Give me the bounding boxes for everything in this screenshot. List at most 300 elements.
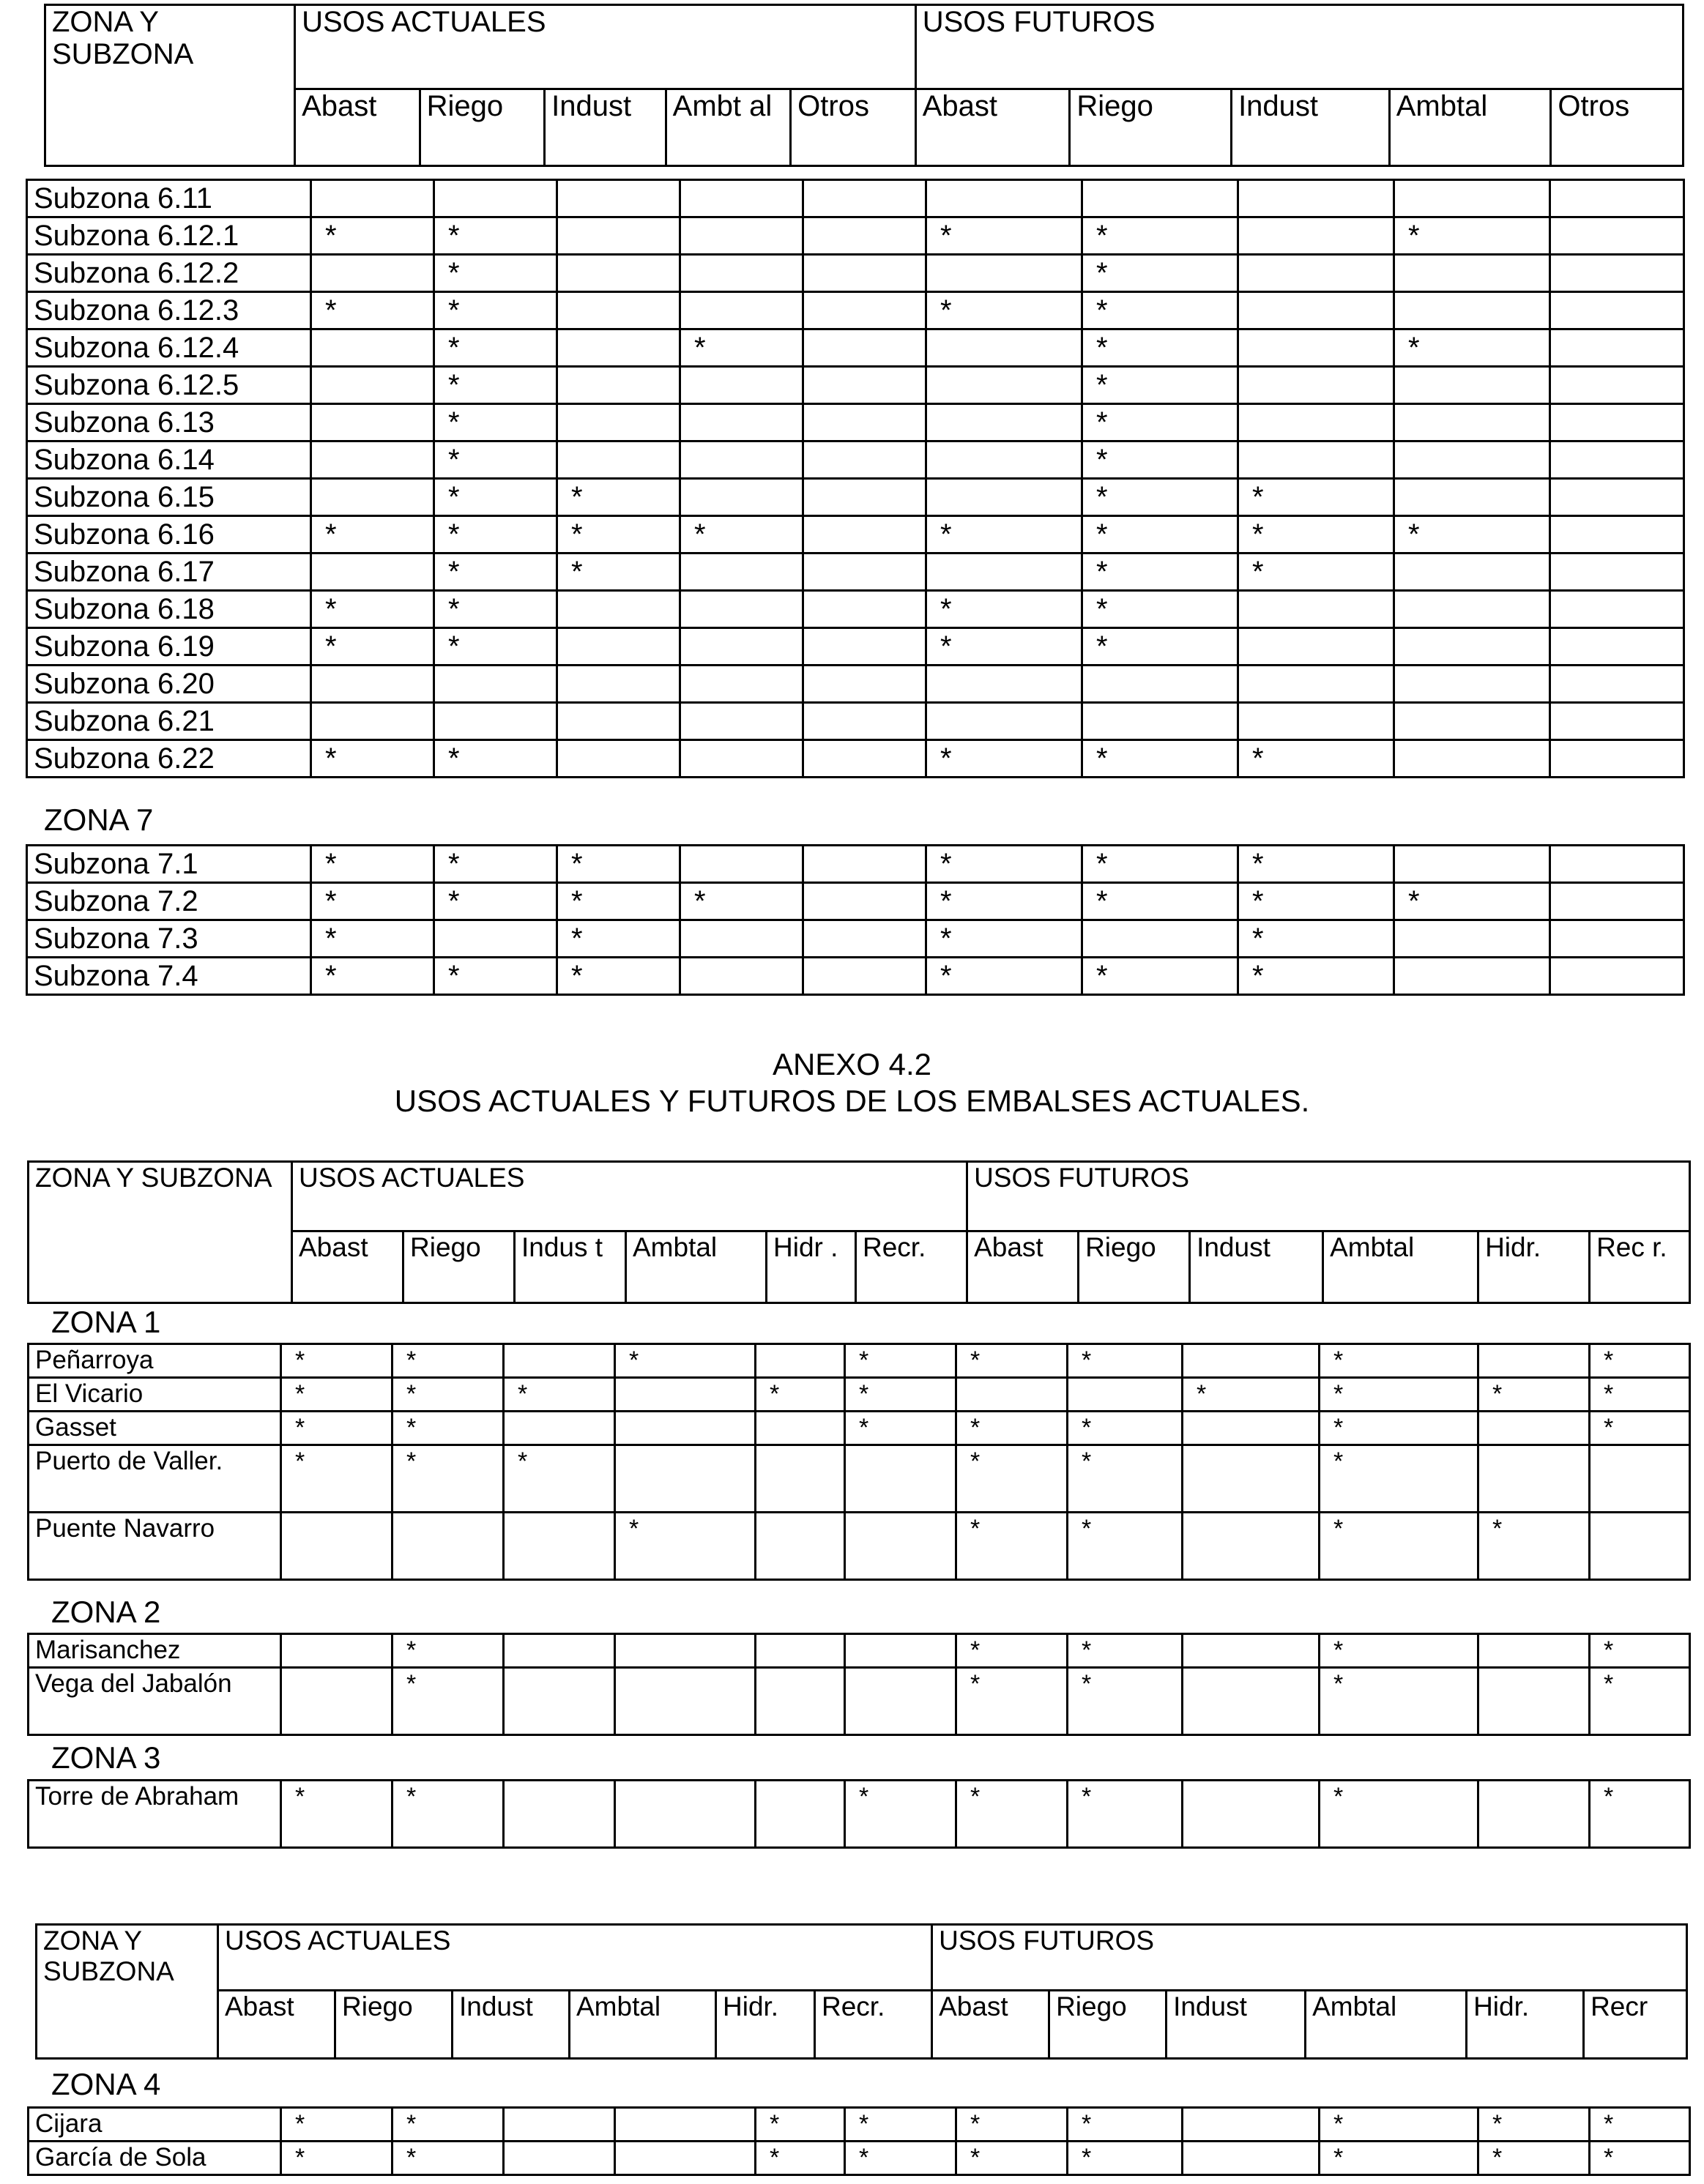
usage-mark-cell: * (1082, 883, 1238, 920)
usage-mark-cell: * (311, 217, 434, 255)
usage-mark-cell (680, 666, 803, 703)
usage-mark-cell (1183, 1344, 1320, 1378)
usage-mark-cell: * (1082, 255, 1238, 292)
usage-mark-cell: * (281, 2108, 392, 2142)
usage-mark-cell (1550, 329, 1684, 367)
zona-subzona-header: ZONA Y SUBZONA (45, 5, 295, 166)
annex-subtitle: USOS ACTUALES Y FUTUROS DE LOS EMBALSES ACTUALES. (394, 1084, 1310, 1118)
usage-mark-cell: * (1068, 1445, 1183, 1513)
table-row (27, 958, 1684, 995)
usage-mark-cell: * (1082, 846, 1238, 883)
usage-mark-cell (1550, 479, 1684, 516)
zone-label-1: ZONA 1 (51, 1305, 161, 1339)
usage-mark-cell (926, 441, 1082, 479)
col-header: Riego (1070, 89, 1232, 166)
usage-mark-cell (1068, 1378, 1183, 1412)
usage-mark-cell: * (680, 329, 803, 367)
usage-mark-cell: * (392, 1634, 504, 1668)
table1-body-zone6 (26, 179, 1685, 778)
usage-mark-cell: * (615, 1513, 756, 1580)
table-row (29, 1634, 1690, 1668)
usage-mark-cell: * (1590, 2108, 1690, 2142)
usage-mark-cell (803, 920, 926, 958)
usage-mark-cell: * (434, 846, 557, 883)
row-name: Subzona 7.3 (27, 920, 311, 958)
usage-mark-cell: * (392, 1781, 504, 1848)
usage-mark-cell (756, 1634, 845, 1668)
usage-mark-cell (1590, 1445, 1690, 1513)
usage-mark-cell: * (845, 2142, 956, 2175)
usage-mark-cell (756, 1513, 845, 1580)
usage-mark-cell (803, 740, 926, 778)
usage-mark-cell: * (956, 1668, 1068, 1735)
usage-mark-cell (504, 1668, 615, 1735)
usage-mark-cell: * (1238, 958, 1394, 995)
table2-header (27, 1160, 1691, 1304)
usage-mark-cell: * (1238, 479, 1394, 516)
usage-mark-cell: * (434, 329, 557, 367)
col-header: Riego (1079, 1231, 1190, 1303)
usage-mark-cell (311, 329, 434, 367)
table-row (27, 591, 1684, 628)
usage-mark-cell: * (1068, 1634, 1183, 1668)
row-name: Subzona 6.12.3 (27, 292, 311, 329)
zone-label-7: ZONA 7 (44, 802, 154, 837)
usage-mark-cell: * (926, 628, 1082, 666)
usage-mark-cell: * (311, 516, 434, 554)
usage-mark-cell: * (1068, 1668, 1183, 1735)
usage-mark-cell (504, 1412, 615, 1445)
usage-mark-cell: * (1068, 2142, 1183, 2175)
usage-mark-cell: * (311, 883, 434, 920)
table-row (27, 554, 1684, 591)
usage-mark-cell (926, 479, 1082, 516)
usage-mark-cell (803, 404, 926, 441)
usos-actuales-header: USOS ACTUALES (292, 1162, 967, 1231)
usage-mark-cell (281, 1513, 392, 1580)
usage-mark-cell: * (926, 883, 1082, 920)
usage-mark-cell: * (281, 1445, 392, 1513)
usage-mark-cell: * (926, 920, 1082, 958)
usage-mark-cell (1550, 846, 1684, 883)
usage-mark-cell: * (926, 846, 1082, 883)
usage-mark-cell: * (1320, 1513, 1478, 1580)
usage-mark-cell (615, 2142, 756, 2175)
usage-mark-cell: * (1478, 2142, 1590, 2175)
row-name: Peñarroya (29, 1344, 281, 1378)
usage-mark-cell (1550, 367, 1684, 404)
usage-mark-cell (680, 180, 803, 217)
usage-mark-cell (680, 441, 803, 479)
usage-mark-cell (926, 180, 1082, 217)
usage-mark-cell (311, 666, 434, 703)
usos-actuales-header: USOS ACTUALES (218, 1925, 932, 1991)
usage-mark-cell: * (845, 1378, 956, 1412)
usage-mark-cell: * (1082, 404, 1238, 441)
usage-mark-cell (1394, 554, 1550, 591)
usage-mark-cell (1394, 628, 1550, 666)
table-row (27, 255, 1684, 292)
usage-mark-cell: * (557, 958, 680, 995)
usage-mark-cell (926, 329, 1082, 367)
table2-body-zone3 (27, 1779, 1691, 1849)
usage-mark-cell (392, 1513, 504, 1580)
usage-mark-cell (557, 404, 680, 441)
usage-mark-cell: * (1320, 1412, 1478, 1445)
row-name: Subzona 6.22 (27, 740, 311, 778)
usage-mark-cell (845, 1445, 956, 1513)
usage-mark-cell (1394, 255, 1550, 292)
usage-mark-cell: * (956, 1344, 1068, 1378)
usage-mark-cell (1550, 883, 1684, 920)
usage-mark-cell: * (956, 1445, 1068, 1513)
usage-mark-cell (504, 1513, 615, 1580)
usage-mark-cell (1183, 1634, 1320, 1668)
usage-mark-cell (680, 591, 803, 628)
usage-mark-cell (803, 367, 926, 404)
usage-mark-cell (803, 292, 926, 329)
usage-mark-cell (557, 367, 680, 404)
row-name: Vega del Jabalón (29, 1668, 281, 1735)
usage-mark-cell: * (1478, 2108, 1590, 2142)
usage-mark-cell: * (392, 1378, 504, 1412)
usage-mark-cell (680, 628, 803, 666)
usage-mark-cell (1478, 1668, 1590, 1735)
usage-mark-cell (956, 1378, 1068, 1412)
usage-mark-cell (680, 217, 803, 255)
usage-mark-cell (1238, 441, 1394, 479)
table-row (27, 740, 1684, 778)
usage-mark-cell: * (1238, 920, 1394, 958)
table3-body-zone4 (27, 2106, 1691, 2176)
usage-mark-cell: * (311, 591, 434, 628)
usage-mark-cell (1082, 666, 1238, 703)
usos-futuros-header: USOS FUTUROS (915, 5, 1683, 89)
usage-mark-cell (557, 628, 680, 666)
table-row (29, 1412, 1690, 1445)
row-name: Subzona 7.2 (27, 883, 311, 920)
usage-mark-cell: * (956, 2142, 1068, 2175)
row-name: Subzona 7.4 (27, 958, 311, 995)
usage-mark-cell: * (434, 554, 557, 591)
usage-mark-cell: * (1068, 1344, 1183, 1378)
usage-mark-cell (680, 740, 803, 778)
col-header: Ambtal (1389, 89, 1551, 166)
usage-mark-cell: * (557, 920, 680, 958)
usage-mark-cell: * (1068, 1781, 1183, 1848)
usage-mark-cell (557, 666, 680, 703)
usage-mark-cell: * (392, 2108, 504, 2142)
usage-mark-cell (1238, 367, 1394, 404)
row-name: Subzona 6.11 (27, 180, 311, 217)
row-name: Subzona 6.14 (27, 441, 311, 479)
usage-mark-cell (680, 255, 803, 292)
usage-mark-cell: * (926, 740, 1082, 778)
usage-mark-cell (1394, 180, 1550, 217)
usage-mark-cell (311, 255, 434, 292)
col-header: Ambtal (626, 1231, 767, 1303)
usage-mark-cell (1550, 441, 1684, 479)
row-name: Subzona 7.1 (27, 846, 311, 883)
usage-mark-cell: * (1082, 554, 1238, 591)
table-row (27, 516, 1684, 554)
usage-mark-cell: * (1082, 740, 1238, 778)
col-header: Indust (1232, 89, 1390, 166)
zone-label-2: ZONA 2 (51, 1595, 161, 1629)
usage-mark-cell: * (434, 441, 557, 479)
usage-mark-cell (557, 740, 680, 778)
table-row (27, 292, 1684, 329)
usage-mark-cell: * (434, 404, 557, 441)
usage-mark-cell: * (1238, 846, 1394, 883)
col-header: Indust (1167, 1991, 1306, 2059)
col-header: Recr. (815, 1991, 932, 2059)
usage-mark-cell (803, 666, 926, 703)
usage-mark-cell: * (434, 292, 557, 329)
usage-mark-cell (1550, 703, 1684, 740)
usage-mark-cell: * (281, 1344, 392, 1378)
usage-mark-cell (1238, 591, 1394, 628)
usage-mark-cell (803, 479, 926, 516)
usage-mark-cell: * (434, 740, 557, 778)
col-header: Abast (915, 89, 1070, 166)
usage-mark-cell (1550, 516, 1684, 554)
usage-mark-cell: * (434, 628, 557, 666)
usage-mark-cell: * (956, 1781, 1068, 1848)
usage-mark-cell: * (1238, 516, 1394, 554)
usage-mark-cell: * (1590, 1781, 1690, 1848)
col-header: Riego (335, 1991, 453, 2059)
usage-mark-cell: * (311, 846, 434, 883)
usage-mark-cell: * (281, 2142, 392, 2175)
usage-mark-cell (1394, 441, 1550, 479)
row-name: Gasset (29, 1412, 281, 1445)
usage-mark-cell (926, 554, 1082, 591)
zone-label-4: ZONA 4 (51, 2067, 161, 2101)
usage-mark-cell: * (1082, 292, 1238, 329)
usage-mark-cell: * (1082, 628, 1238, 666)
usage-mark-cell (311, 554, 434, 591)
usage-mark-cell: * (956, 1634, 1068, 1668)
zona-subzona-header: ZONA Y SUBZONA (37, 1925, 218, 2059)
usage-mark-cell (1082, 180, 1238, 217)
usage-mark-cell: * (680, 883, 803, 920)
usage-mark-cell (926, 666, 1082, 703)
table2-body-zone2 (27, 1633, 1691, 1736)
usage-mark-cell (1238, 628, 1394, 666)
usage-mark-cell (803, 516, 926, 554)
usage-mark-cell (1394, 479, 1550, 516)
usage-mark-cell (311, 441, 434, 479)
col-header: Ambtal (1306, 1991, 1467, 2059)
row-name: Subzona 6.17 (27, 554, 311, 591)
usage-mark-cell: * (926, 217, 1082, 255)
usage-mark-cell: * (1478, 1513, 1590, 1580)
usage-mark-cell: * (434, 958, 557, 995)
usage-mark-cell (504, 2108, 615, 2142)
col-header: Recr. (856, 1231, 967, 1303)
usage-mark-cell: * (392, 2142, 504, 2175)
usage-mark-cell (680, 367, 803, 404)
usage-mark-cell: * (1590, 1668, 1690, 1735)
usage-mark-cell: * (1082, 329, 1238, 367)
usage-mark-cell: * (504, 1445, 615, 1513)
usage-mark-cell (281, 1634, 392, 1668)
col-header: Riego (420, 89, 545, 166)
usage-mark-cell: * (926, 591, 1082, 628)
usage-mark-cell (1394, 591, 1550, 628)
col-header: Riego (1049, 1991, 1167, 2059)
usage-mark-cell: * (845, 2108, 956, 2142)
col-header: Ambtal (570, 1991, 716, 2059)
usage-mark-cell (803, 217, 926, 255)
table1-body-zone7 (26, 844, 1685, 996)
usage-mark-cell: * (311, 628, 434, 666)
usage-mark-cell (1550, 740, 1684, 778)
usage-mark-cell (1478, 1445, 1590, 1513)
table-row (27, 329, 1684, 367)
usage-mark-cell: * (956, 1412, 1068, 1445)
row-name: Marisanchez (29, 1634, 281, 1668)
usage-mark-cell (1238, 404, 1394, 441)
table-row (27, 883, 1684, 920)
usage-mark-cell (504, 1344, 615, 1378)
usage-mark-cell (1183, 2108, 1320, 2142)
usage-mark-cell: * (926, 292, 1082, 329)
usage-mark-cell: * (615, 1344, 756, 1378)
table-row (27, 217, 1684, 255)
usage-mark-cell: * (1590, 2142, 1690, 2175)
usage-mark-cell: * (1394, 329, 1550, 367)
usage-mark-cell (680, 479, 803, 516)
usage-mark-cell: * (392, 1344, 504, 1378)
usage-mark-cell: * (281, 1781, 392, 1848)
usage-mark-cell: * (926, 958, 1082, 995)
table-row (27, 628, 1684, 666)
usage-mark-cell (1550, 628, 1684, 666)
usage-mark-cell: * (1394, 217, 1550, 255)
usage-mark-cell: * (1590, 1344, 1690, 1378)
usage-mark-cell (615, 1634, 756, 1668)
usage-mark-cell (311, 180, 434, 217)
usage-mark-cell: * (1068, 2108, 1183, 2142)
usage-mark-cell (756, 1412, 845, 1445)
usage-mark-cell: * (311, 920, 434, 958)
usage-mark-cell (756, 1445, 845, 1513)
usage-mark-cell (1183, 1781, 1320, 1848)
usage-mark-cell (680, 958, 803, 995)
table-row (29, 1445, 1690, 1513)
usage-mark-cell (1238, 180, 1394, 217)
usage-mark-cell (1238, 217, 1394, 255)
usage-mark-cell (311, 703, 434, 740)
table-row (29, 1344, 1690, 1378)
usage-mark-cell: * (557, 883, 680, 920)
usage-mark-cell: * (1320, 1344, 1478, 1378)
usage-mark-cell: * (392, 1668, 504, 1735)
row-name: García de Sola (29, 2142, 281, 2175)
usage-mark-cell (1238, 329, 1394, 367)
usos-actuales-header: USOS ACTUALES (295, 5, 916, 89)
usage-mark-cell (1550, 255, 1684, 292)
usage-mark-cell: * (1082, 217, 1238, 255)
usage-mark-cell (756, 1781, 845, 1848)
usage-mark-cell (1394, 367, 1550, 404)
usage-mark-cell: * (557, 479, 680, 516)
usage-mark-cell (680, 846, 803, 883)
usage-mark-cell: * (434, 883, 557, 920)
col-header: Indust (453, 1991, 570, 2059)
row-name: Torre de Abraham (29, 1781, 281, 1848)
col-header: Hidr. (1478, 1231, 1590, 1303)
table-row (29, 1781, 1690, 1848)
usage-mark-cell (756, 1344, 845, 1378)
usage-mark-cell (1550, 920, 1684, 958)
usage-mark-cell (557, 180, 680, 217)
row-name: Subzona 6.12.1 (27, 217, 311, 255)
usage-mark-cell: * (311, 292, 434, 329)
col-header: Riego (403, 1231, 515, 1303)
usage-mark-cell: * (1068, 1412, 1183, 1445)
col-header: Abast (292, 1231, 403, 1303)
usage-mark-cell (281, 1668, 392, 1735)
usage-mark-cell: * (434, 591, 557, 628)
usage-mark-cell: * (1320, 1781, 1478, 1848)
usage-mark-cell: * (392, 1412, 504, 1445)
usage-mark-cell: * (1082, 479, 1238, 516)
usage-mark-cell (1590, 1513, 1690, 1580)
usage-mark-cell: * (434, 479, 557, 516)
usage-mark-cell: * (845, 1781, 956, 1848)
usage-mark-cell: * (1590, 1412, 1690, 1445)
usage-mark-cell (1478, 1344, 1590, 1378)
usage-mark-cell (845, 1634, 956, 1668)
row-name: Subzona 6.19 (27, 628, 311, 666)
table-row (27, 703, 1684, 740)
usage-mark-cell (557, 703, 680, 740)
usage-mark-cell (1238, 255, 1394, 292)
usage-mark-cell: * (1082, 441, 1238, 479)
usage-mark-cell (1394, 920, 1550, 958)
row-name: Subzona 6.12.5 (27, 367, 311, 404)
usage-mark-cell: * (281, 1412, 392, 1445)
row-name: Subzona 6.13 (27, 404, 311, 441)
usage-mark-cell: * (392, 1445, 504, 1513)
usage-mark-cell: * (311, 740, 434, 778)
row-name: Puerto de Valler. (29, 1445, 281, 1513)
usage-mark-cell (680, 554, 803, 591)
table1-header (44, 4, 1684, 167)
usage-mark-cell (1394, 292, 1550, 329)
usage-mark-cell (1550, 180, 1684, 217)
usage-mark-cell: * (311, 958, 434, 995)
usage-mark-cell (926, 367, 1082, 404)
usage-mark-cell: * (1238, 883, 1394, 920)
row-name: Subzona 6.12.4 (27, 329, 311, 367)
usage-mark-cell: * (1082, 591, 1238, 628)
usage-mark-cell (1183, 1412, 1320, 1445)
zona-subzona-header: ZONA Y SUBZONA (29, 1162, 292, 1303)
usos-futuros-header: USOS FUTUROS (967, 1162, 1690, 1231)
usage-mark-cell: * (557, 846, 680, 883)
table-row (29, 1378, 1690, 1412)
usage-mark-cell: * (434, 367, 557, 404)
usage-mark-cell (803, 329, 926, 367)
usage-mark-cell (557, 292, 680, 329)
usage-mark-cell (615, 1781, 756, 1848)
usage-mark-cell (1183, 1445, 1320, 1513)
usage-mark-cell: * (845, 1344, 956, 1378)
